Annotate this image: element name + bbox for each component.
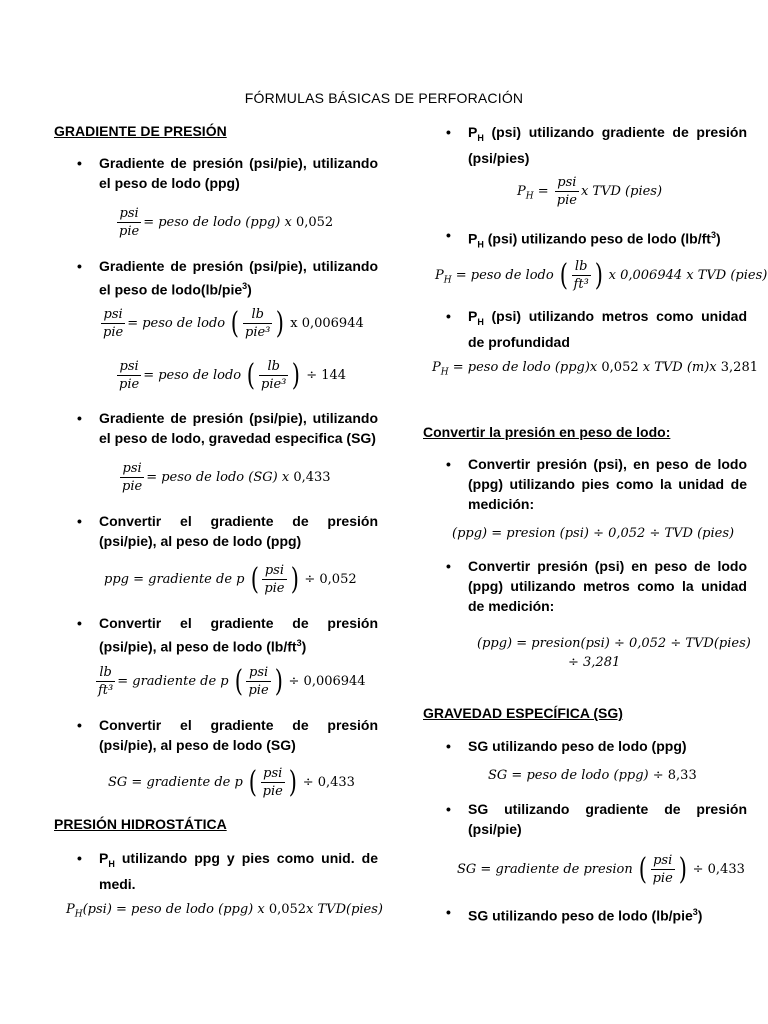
denominator: ft³ (573, 277, 589, 292)
eq-text: x 0,006944 x TVD (pies) (604, 268, 768, 283)
eq-text: = peso de lodo (143, 368, 246, 383)
heading-convertir: Convertir la presión en peso de lodo: (423, 424, 671, 440)
subscript: H (440, 367, 449, 378)
bullet-dot: • (77, 717, 82, 733)
denominator: pie (264, 581, 285, 596)
eq-ph-metros (432, 360, 758, 381)
fraction (246, 664, 270, 699)
bullet-dot: • (446, 227, 451, 243)
numerator: psi (261, 765, 285, 783)
fraction (572, 258, 591, 293)
numerator: psi (117, 358, 141, 376)
bullet-gradiente-sg (77, 408, 378, 448)
eq-number: ÷ 0,006944 (284, 674, 366, 689)
eq-text: x TVD (pies) (580, 184, 663, 199)
bullet-dot: • (77, 615, 82, 631)
fraction (101, 306, 125, 341)
numerator: lb (96, 664, 115, 682)
numerator: psi (117, 205, 141, 223)
heading-gradiente: GRADIENTE DE PRESIÓN (54, 123, 227, 139)
subscript: H (477, 239, 484, 250)
eq-text: P (435, 268, 444, 283)
numerator: psi (262, 562, 286, 580)
bullet-dot: • (446, 456, 451, 472)
bullet-text: SG utilizando gradiente de presión (psi/pie) (468, 801, 747, 837)
bullet-text-end: ) (715, 230, 721, 247)
eq-sg-ppg (488, 768, 697, 784)
subscript: H (443, 275, 452, 286)
subscript: H (477, 316, 484, 327)
numerator: psi (651, 852, 675, 870)
eq-text: P (517, 184, 526, 199)
bullet-ph-lbft (446, 225, 747, 254)
bullet-sg-ppg (446, 736, 747, 756)
fraction (117, 205, 141, 240)
eq-ph-gradiente (517, 174, 662, 209)
bullet-text-end: ) (697, 907, 703, 924)
eq-number: ÷ 144 (302, 368, 347, 383)
eq-convertir-lbft: $\frac{lb}{\text{ft³}}$ = gradiente de p ( $\frac{\text{psi}}{\text{pie}}$ ) ÷ 0,006944 (98, 663, 366, 699)
eq-text: (ppg) = presion (psi) ÷ 0,052 ÷ TVD (pies) (452, 526, 735, 541)
subscript: H (477, 132, 484, 143)
eq-text: = peso de lodo (SG) x (146, 470, 294, 485)
bullet-text-end: ) (247, 281, 252, 298)
numerator: psi (120, 460, 144, 478)
bullet-dot: • (77, 410, 82, 426)
eq-text: SG = peso de lodo (ppg) ÷ (488, 768, 668, 783)
eq-number: 8,33 (667, 768, 697, 783)
eq-number: 3,281 (720, 360, 758, 375)
bullet-text: P (468, 308, 478, 324)
eq-text: x TVD (m)x (638, 360, 721, 375)
eq-number: x 0,006944 (286, 316, 364, 331)
bullet-convertir-pies (446, 454, 747, 514)
denominator: pie (556, 193, 577, 208)
eq-text: = peso de lodo (127, 316, 230, 331)
bullet-text: Convertir presión (psi), en peso de lodo (ppg) utilizando pies como la unidad de medición: (468, 456, 747, 512)
superscript: 3 (296, 638, 302, 648)
bullet-text: SG utilizando peso de lodo (lb/pie (468, 907, 693, 924)
bullet-ph-metros (446, 306, 747, 352)
eq-text: SG = gradiente de presion (457, 862, 637, 877)
fraction (96, 664, 115, 699)
eq-convertir-ppg: ppg = gradiente de p ( $\frac{\text{psi}}{\text{pie}}$ ) ÷ 0,052 (104, 561, 357, 597)
denominator: pie (248, 683, 269, 698)
eq-text: x TVD(pies) (306, 902, 383, 917)
eq-text: = peso de lodo (451, 268, 558, 283)
bullet-dot: • (446, 738, 451, 754)
denominator: pie³ (245, 325, 271, 340)
bullet-text: SG utilizando peso de lodo (ppg) (468, 738, 687, 754)
bullet-dot: • (446, 558, 451, 574)
bullet-text: P (468, 230, 478, 247)
eq-ph-lbft: $P_H$ = peso de lodo ( $\frac{lb}{\text{ft³}}$ ) x 0,006944 x TVD (pies) (435, 257, 768, 293)
bullet-sg-gradiente (446, 799, 747, 839)
bullet-text: P (99, 850, 109, 866)
bullet-text: Convertir el gradiente de presión (psi/pie), al peso de lodo (SG) (99, 717, 378, 753)
eq-gradiente-ppg (115, 205, 333, 240)
eq-text: P (432, 360, 441, 375)
bullet-text: Gradiente de presión (psi/pie), utilizando el peso de lodo (ppg) (99, 155, 378, 191)
bullet-dot: • (77, 850, 82, 866)
eq-gradiente-lbpie-1: $\frac{\text{psi}}{\text{pie}}$ = peso de lodo ( $\frac{lb}{\text{pie³}}$ ) x 0,006944 (103, 305, 364, 341)
bullet-text-end: utilizando ppg y pies como unid. de medi. (99, 850, 378, 892)
denominator: pie (119, 224, 140, 239)
bullet-gradiente-lbpie (77, 256, 378, 300)
bullet-convertir-lbft (77, 613, 378, 657)
denominator: pie (122, 479, 143, 494)
bullet-convertir-ppg (77, 511, 378, 551)
bullet-text: (psi) utilizando peso de lodo (lb/ft (483, 230, 711, 247)
denominator: pie (652, 871, 673, 886)
bullet-text: Convertir el gradiente de presión (psi/pie), al peso de lodo (ppg) (99, 513, 378, 549)
eq-number: ÷ 0,433 (298, 775, 355, 790)
eq-text: SG = gradiente de p (108, 775, 247, 790)
eq-text: = gradiente de p (117, 674, 233, 689)
eq-convertir-sg: SG = gradiente de p ( $\frac{\text{psi}}{\text{pie}}$ ) ÷ 0,433 (108, 764, 355, 800)
bullet-dot: • (77, 155, 82, 171)
bullet-dot: • (446, 124, 451, 140)
fraction (117, 358, 141, 393)
superscript: 3 (692, 907, 698, 917)
fraction (261, 765, 285, 800)
eq-ph-ppg (66, 902, 383, 923)
bullet-gradiente-ppg (77, 153, 378, 193)
eq-gradiente-sg (118, 460, 331, 495)
eq-text: (ppg) = presion(psi) ÷ 0,052 ÷ TVD(pies) (477, 636, 751, 651)
eq-text: = peso de lodo (ppg) x (143, 215, 296, 230)
denominator: pie (103, 325, 124, 340)
bullet-dot: • (77, 258, 82, 274)
fraction (259, 358, 288, 393)
numerator: psi (555, 174, 579, 192)
numerator: psi (101, 306, 125, 324)
superscript: 3 (710, 230, 716, 240)
eq-text: = (533, 184, 553, 199)
eq-convertir-metros-line2 (568, 655, 620, 671)
numerator: lb (243, 306, 272, 324)
eq-number: 0,052 (268, 902, 307, 917)
subscript: H (108, 858, 115, 869)
bullet-dot: • (446, 801, 451, 817)
denominator: ft³ (98, 683, 114, 698)
bullet-text: Convertir presión (psi) en peso de lodo (ppg) utilizando metros como la unidad de medición: (468, 558, 747, 614)
subscript: H (525, 191, 534, 202)
fraction (555, 174, 579, 209)
bullet-text: P (468, 124, 478, 140)
eq-text: (psi) = peso de lodo (ppg) x (82, 902, 269, 917)
bullet-dot: • (446, 904, 451, 920)
fraction (120, 460, 144, 495)
bullet-sg-lbpie (446, 902, 747, 926)
fraction (651, 852, 675, 887)
bullet-text-end: (psi) utilizando gradiente de presión (psi/pies) (468, 124, 747, 166)
heading-hidrostatica: PRESIÓN HIDROSTÁTICA (54, 816, 227, 832)
eq-gradiente-lbpie-2: $\frac{\text{psi}}{\text{pie}}$ = peso de lodo ( $\frac{lb}{\text{pie³}}$ ) ÷ 144 (119, 357, 347, 393)
bullet-ph-ppg (77, 848, 378, 894)
denominator: pie (119, 377, 140, 392)
superscript: 3 (242, 281, 248, 291)
eq-number: ÷ 0,433 (688, 862, 745, 877)
numerator: lb (259, 358, 288, 376)
eq-convertir-pies (452, 526, 734, 542)
bullet-text: Convertir el gradiente de presión (psi/pie), al peso de lodo (lb/ft (99, 615, 378, 655)
bullet-text-end: (psi) utilizando metros como unidad de profundidad (468, 308, 747, 350)
eq-number: 0,052 (601, 360, 639, 375)
bullet-dot: • (77, 513, 82, 529)
bullet-text-end: ) (301, 638, 307, 655)
eq-convertir-metros (477, 636, 751, 652)
numerator: psi (246, 664, 270, 682)
bullet-dot: • (446, 308, 451, 324)
eq-text: ppg = gradiente de p (104, 572, 249, 587)
bullet-text: Gradiente de presión (psi/pie), utilizando el peso de lodo(lb/pie (99, 258, 378, 298)
heading-sg: GRAVEDAD ESPECÍFICA (SG) (423, 705, 623, 721)
page-title: FÓRMULAS BÁSICAS DE PERFORACIÓN (244, 90, 524, 106)
eq-text: ÷ 3,281 (568, 655, 621, 670)
denominator: pie (262, 784, 283, 799)
eq-sg-gradiente: SG = gradiente de presion ( $\frac{\text{psi}}{\text{pie}}$ ) ÷ 0,433 (457, 851, 745, 887)
subscript: H (74, 909, 83, 920)
eq-text: = peso de lodo (ppg)x (448, 360, 602, 375)
numerator: lb (572, 258, 591, 276)
bullet-convertir-sg (77, 715, 378, 755)
eq-number: 0,433 (293, 470, 331, 485)
eq-text: P (66, 902, 75, 917)
bullet-convertir-metros (446, 556, 747, 616)
bullet-text: Gradiente de presión (psi/pie), utilizando el peso de lodo, gravedad especifica (SG) (99, 410, 378, 446)
fraction (243, 306, 272, 341)
bullet-ph-gradiente (446, 122, 747, 168)
denominator: pie³ (261, 377, 287, 392)
eq-number: ÷ 0,052 (300, 572, 357, 587)
fraction (262, 562, 286, 597)
eq-number: 0,052 (295, 215, 334, 230)
